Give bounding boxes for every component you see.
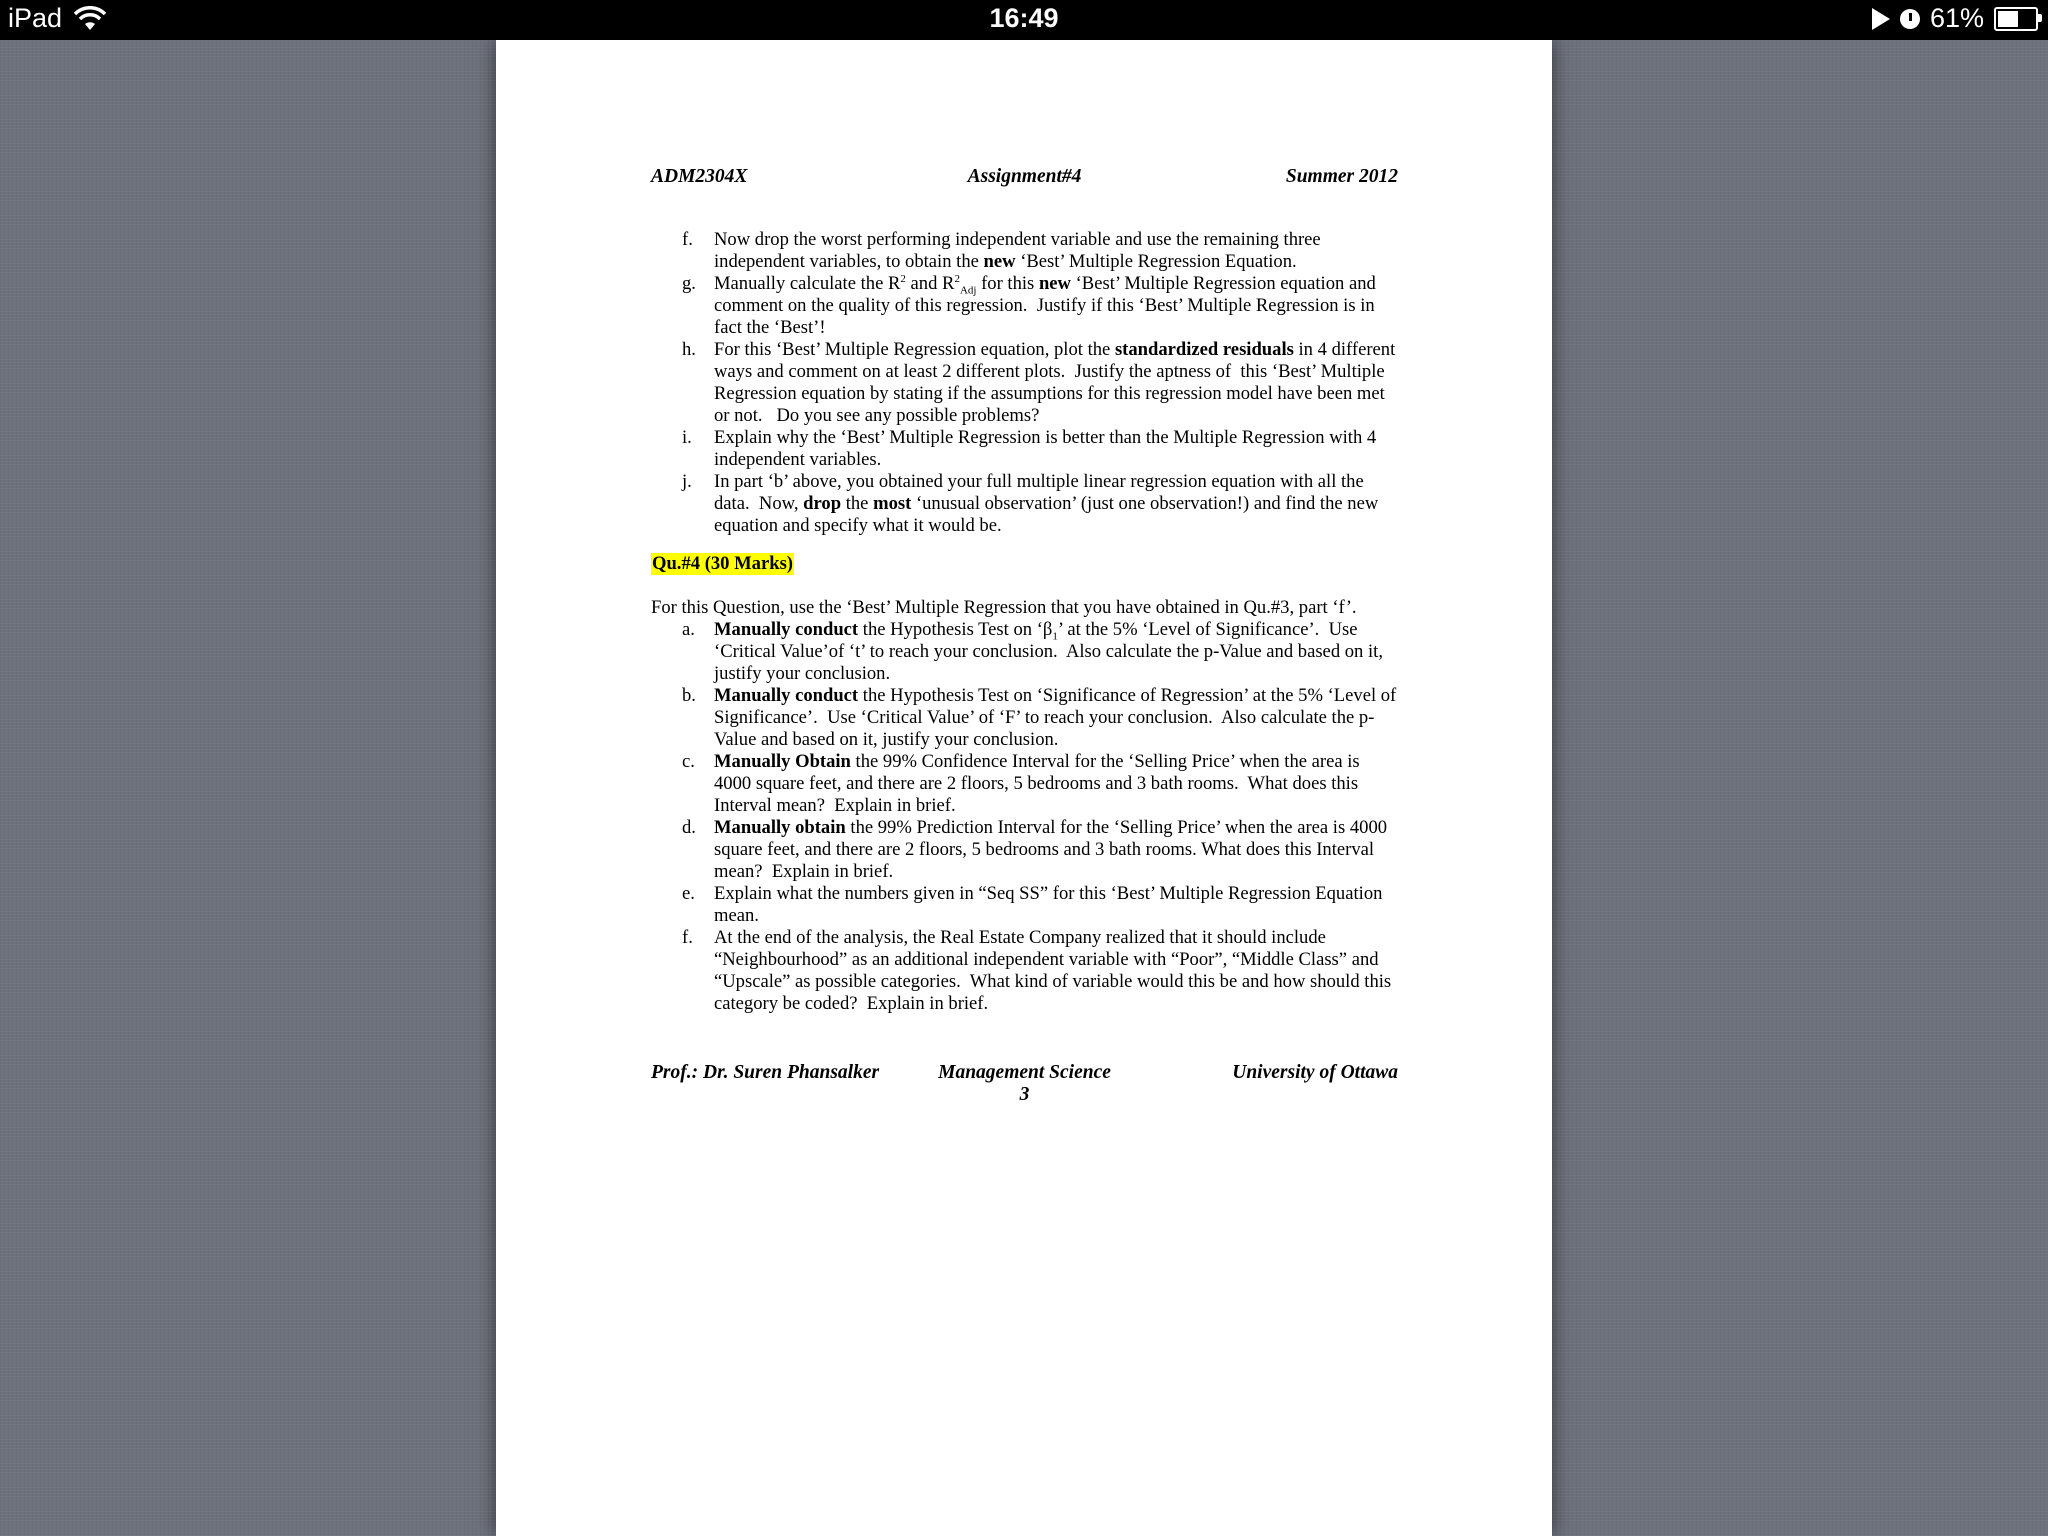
list-item-text: For this ‘Best’ Multiple Regression equation, plot the standardized residuals in 4 different ways and comment on at least 2 different plots. Justify the aptness of this ‘Best’ Multiple Regression equation by stating if the assumptions for this regression model have been met or not. Do you see any possible problems? — [714, 339, 1396, 426]
list-marker: i. — [682, 427, 692, 448]
footer-professor: Prof.: Dr. Suren Phansalker — [651, 1062, 880, 1083]
list-item — [651, 427, 1398, 471]
list-item-text: In part ‘b’ above, you obtained your full multiple linear regression equation with all the data. Now, drop the most ‘unusual observation’ (just one observation!) and find the new equation and specify what it would be. — [714, 471, 1379, 536]
battery-icon — [1994, 7, 2038, 31]
list-item — [651, 339, 1398, 427]
list-marker: c. — [682, 751, 695, 772]
list-item-text: Explain why the ‘Best’ Multiple Regression is better than the Multiple Regression with 4 independent variables. — [714, 427, 1377, 470]
status-bar — [0, 0, 2048, 40]
list-marker: e. — [682, 883, 695, 904]
list-item-text: Explain what the numbers given in “Seq SS” for this ‘Best’ Multiple Regression Equation mean. — [714, 883, 1383, 926]
list-item — [651, 927, 1398, 1015]
list-item — [651, 685, 1398, 751]
device-name: iPad — [8, 3, 63, 33]
q4-intro: For this Question, use the ‘Best’ Multiple Regression that you have obtained in Qu.#3, part ‘f’. — [651, 597, 1357, 618]
battery-percent: 61% — [1929, 3, 1984, 33]
footer-university: University of Ottawa — [1232, 1062, 1398, 1083]
header-course: ADM2304X — [651, 166, 748, 187]
list-item-text: Manually calculate the $R^2$ and $R^2_{Adj}$ for this new ‘Best’ Multiple Regression equation and comment on the quality of this regression. Justify if this ‘Best’ Multiple Regression is in fact the ‘Best’! — [714, 272, 1376, 338]
play-icon — [1872, 8, 1890, 30]
list-item — [651, 883, 1398, 927]
list-item-text: Manually obtain the 99% Prediction Interval for the ‘Selling Price’ when the area is 4000 square feet, and there are 2 floors, 5 bedrooms and 3 bath rooms. What does this Interval mean? Explain in brief. — [714, 817, 1388, 882]
list-item — [651, 471, 1398, 537]
status-time: 16:49 — [989, 3, 1059, 33]
list-item-text: At the end of the analysis, the Real Estate Company realized that it should include “Neighbourhood” as an additional independent variable with “Poor”, “Middle Class” and “Upscale” as possible categories. What kind of variable would this be and how should this category be coded? Explain in brief. — [714, 927, 1392, 1014]
document-page[interactable] — [496, 40, 1552, 1536]
list-marker: f. — [682, 229, 693, 250]
list-item-text: Manually Obtain the 99% Confidence Interval for the ‘Selling Price’ when the area is 4000 square feet, and there are 2 floors, 5 bedrooms and 3 bath rooms. What does this Interval mean? Explain in brief. — [714, 751, 1360, 816]
rotation-lock-icon — [1900, 9, 1920, 29]
list-marker: b. — [682, 685, 696, 706]
list-item — [651, 817, 1398, 883]
footer-department: Management Science — [938, 1062, 1111, 1083]
list-item — [651, 751, 1398, 817]
page-number: 3 — [1019, 1084, 1030, 1105]
list-item-text: Manually conduct the Hypothesis Test on ‘$\beta_1$’ at the 5% ‘Level of Significance’. Use ‘Critical Value’of ‘t’ to reach your conclusion. Also calculate the p-Value and based on it, justify your conclusion. — [714, 619, 1383, 684]
list-marker: a. — [682, 619, 695, 640]
list-item — [651, 619, 1398, 685]
q3-items — [651, 229, 1398, 537]
list-item — [651, 273, 1398, 339]
list-marker: j. — [682, 471, 692, 492]
list-marker: g. — [682, 273, 696, 294]
q4-section — [651, 553, 1398, 1015]
list-marker: d. — [682, 817, 696, 838]
q3-list — [651, 229, 1398, 537]
header-term: Summer 2012 — [1285, 166, 1398, 187]
q4-list — [651, 619, 1398, 1015]
list-item-text: Manually conduct the Hypothesis Test on ‘Significance of Regression’ at the 5% ‘Level of Significance’. Use ‘Critical Value’ of ‘F’ to reach your conclusion. Also calculate the p-Value and based on it, justify your conclusion. — [714, 685, 1397, 750]
list-marker: f. — [682, 927, 693, 948]
list-item-text: Now drop the worst performing independent variable and use the remaining three independent variables, to obtain the new ‘Best’ Multiple Regression Equation. — [714, 229, 1321, 272]
status-right — [1872, 3, 2038, 34]
header-assignment: Assignment#4 — [967, 166, 1082, 187]
list-marker: h. — [682, 339, 696, 360]
list-item — [651, 229, 1398, 273]
q4-heading: Qu.#4 (30 Marks) — [652, 553, 793, 574]
